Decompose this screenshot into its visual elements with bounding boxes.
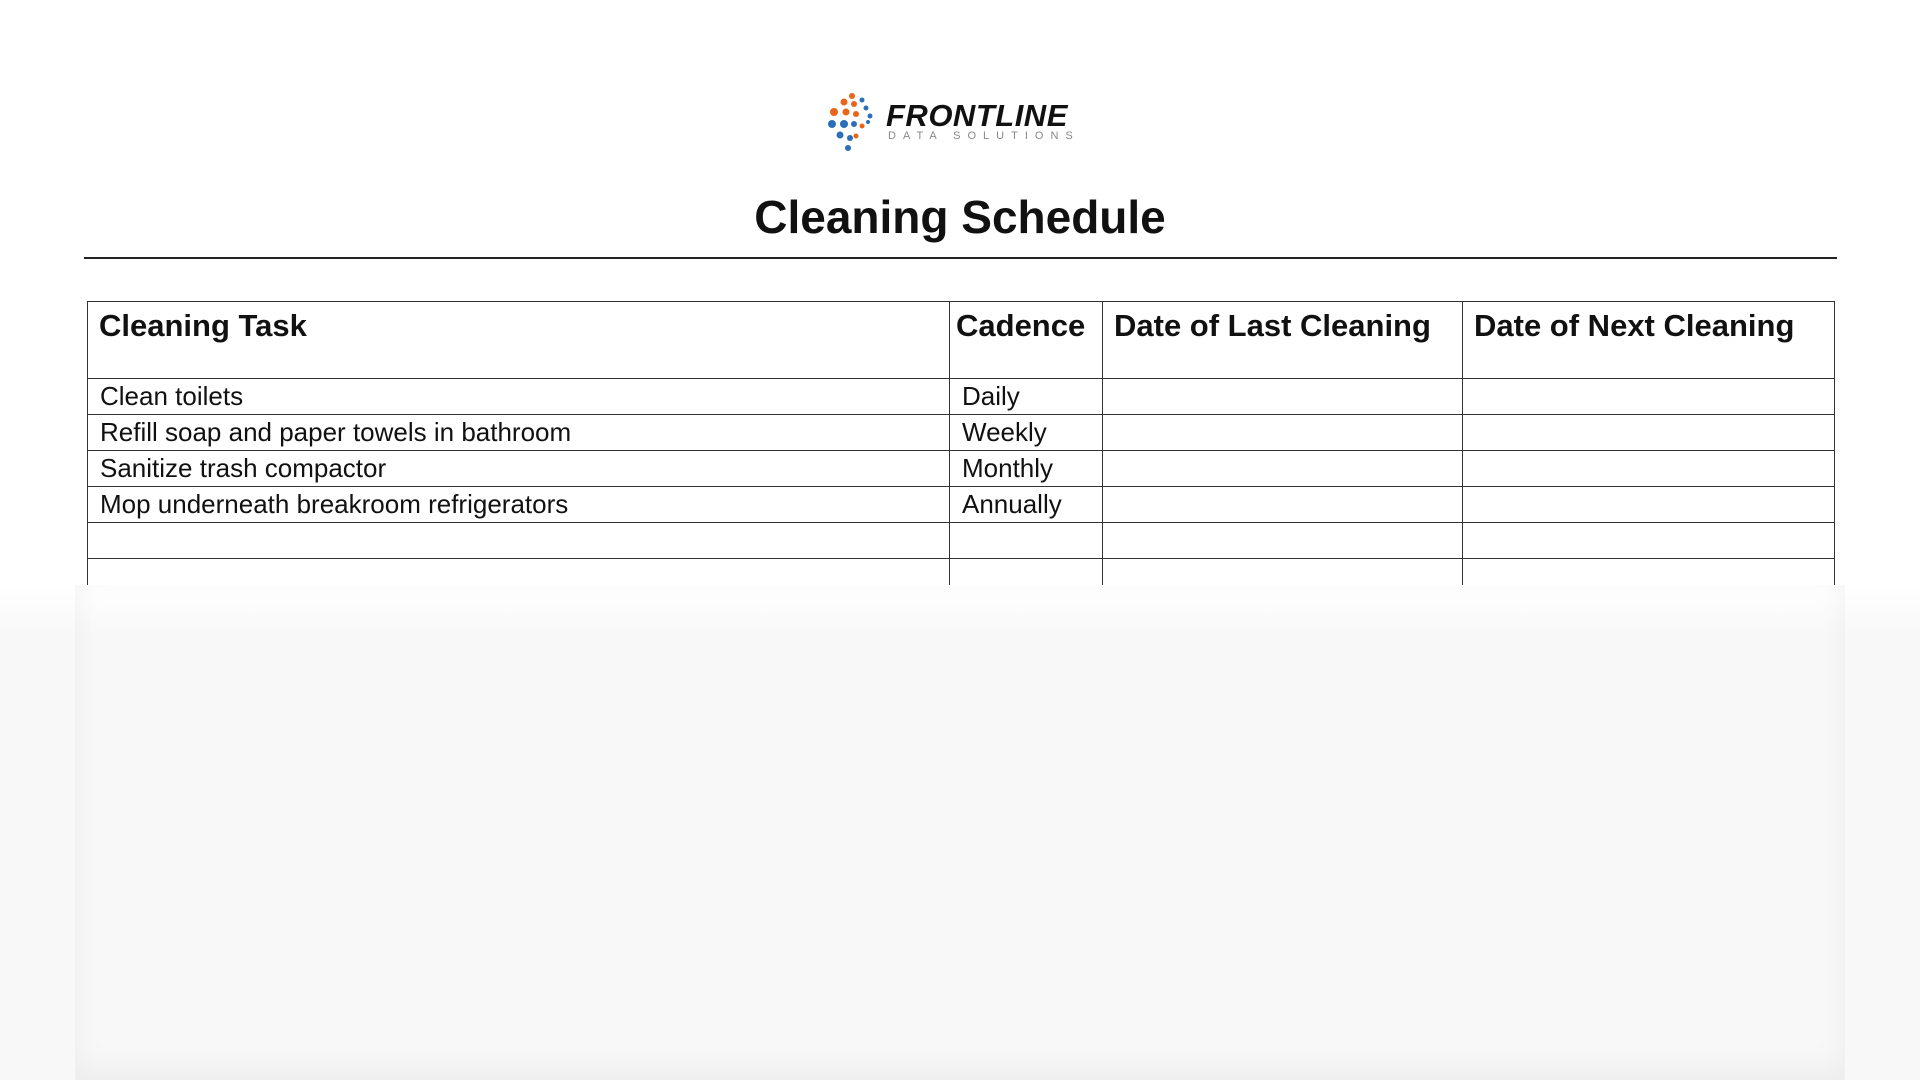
next-date-cell[interactable] — [1463, 451, 1835, 487]
last-date-cell[interactable] — [1103, 415, 1463, 451]
cleaning-schedule-table — [87, 301, 1835, 595]
task-cell[interactable]: Sanitize trash compactor — [88, 451, 950, 487]
logo-tagline: DATA SOLUTIONS — [888, 130, 1080, 142]
next-date-cell[interactable] — [1463, 379, 1835, 415]
table-row — [88, 415, 1835, 451]
header-cadence: Cadence — [950, 302, 1103, 379]
table-row — [88, 451, 1835, 487]
page-title: Cleaning Schedule — [754, 191, 1166, 243]
frontline-logo — [826, 90, 1106, 154]
table-row — [88, 379, 1835, 415]
header-date-last: Date of Last Cleaning — [1103, 302, 1463, 379]
last-date-cell[interactable] — [1103, 451, 1463, 487]
logo-wordmark: FRONTLINE — [886, 98, 1068, 133]
next-date-cell[interactable] — [1463, 523, 1835, 559]
next-date-cell[interactable] — [1463, 415, 1835, 451]
logo-dots-icon — [826, 90, 882, 152]
cadence-cell[interactable]: Monthly — [950, 451, 1103, 487]
task-cell[interactable]: Refill soap and paper towels in bathroom — [88, 415, 950, 451]
last-date-cell[interactable] — [1103, 523, 1463, 559]
table-header-row — [88, 302, 1835, 379]
task-cell[interactable] — [88, 523, 950, 559]
next-date-cell[interactable] — [1463, 487, 1835, 523]
cadence-cell[interactable] — [950, 523, 1103, 559]
table-row — [88, 523, 1835, 559]
cadence-cell[interactable]: Daily — [950, 379, 1103, 415]
cadence-cell[interactable]: Annually — [950, 487, 1103, 523]
task-cell[interactable]: Mop underneath breakroom refrigerators — [88, 487, 950, 523]
task-cell[interactable]: Clean toilets — [88, 379, 950, 415]
divider — [84, 257, 1837, 259]
header-cleaning-task: Cleaning Task — [88, 302, 950, 379]
table-row — [88, 487, 1835, 523]
last-date-cell[interactable] — [1103, 379, 1463, 415]
cadence-cell[interactable]: Weekly — [950, 415, 1103, 451]
content-fade — [0, 585, 1920, 1080]
header-date-next: Date of Next Cleaning — [1463, 302, 1835, 379]
last-date-cell[interactable] — [1103, 487, 1463, 523]
